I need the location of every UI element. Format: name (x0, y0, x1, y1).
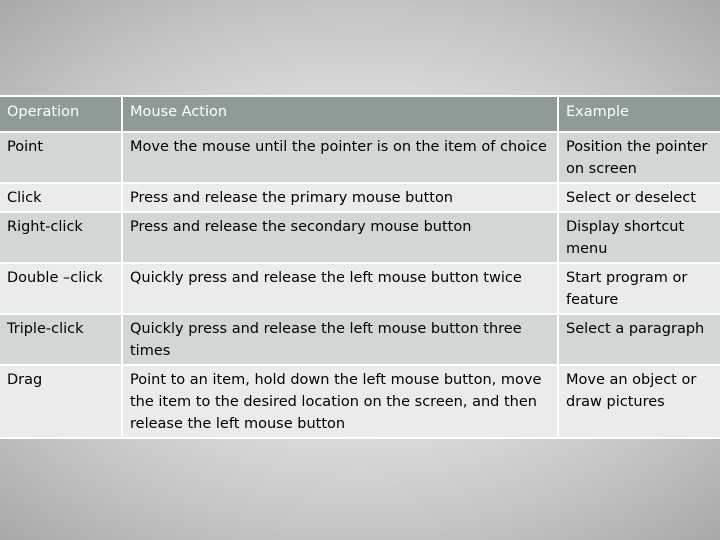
cell-operation: Double –click (0, 263, 122, 314)
cell-operation: Drag (0, 365, 122, 438)
cell-operation: Triple-click (0, 314, 122, 365)
cell-operation: Click (0, 183, 122, 212)
cell-example: Select a paragraph (558, 314, 720, 365)
mouse-operations-table (0, 95, 720, 439)
cell-mouse-action: Point to an item, hold down the left mouse button, move the item to the desired location on the screen, and then release the left mouse button (122, 365, 558, 438)
header-mouse-action: Mouse Action (122, 96, 558, 132)
table-row (0, 132, 720, 183)
table-row (0, 314, 720, 365)
table-row (0, 365, 720, 438)
table-body (0, 132, 720, 438)
cell-example: Position the pointer on screen (558, 132, 720, 183)
cell-example: Select or deselect (558, 183, 720, 212)
cell-example: Display shortcut menu (558, 212, 720, 263)
table-row (0, 263, 720, 314)
cell-operation: Right-click (0, 212, 122, 263)
header-operation: Operation (0, 96, 122, 132)
header-example: Example (558, 96, 720, 132)
cell-example: Start program or feature (558, 263, 720, 314)
cell-mouse-action: Quickly press and release the left mouse button three times (122, 314, 558, 365)
table-row (0, 183, 720, 212)
cell-operation: Point (0, 132, 122, 183)
cell-mouse-action: Press and release the secondary mouse button (122, 212, 558, 263)
header-row (0, 96, 720, 132)
table-header (0, 96, 720, 132)
cell-mouse-action: Press and release the primary mouse button (122, 183, 558, 212)
cell-example: Move an object or draw pictures (558, 365, 720, 438)
cell-mouse-action: Move the mouse until the pointer is on the item of choice (122, 132, 558, 183)
cell-mouse-action: Quickly press and release the left mouse button twice (122, 263, 558, 314)
table-row (0, 212, 720, 263)
